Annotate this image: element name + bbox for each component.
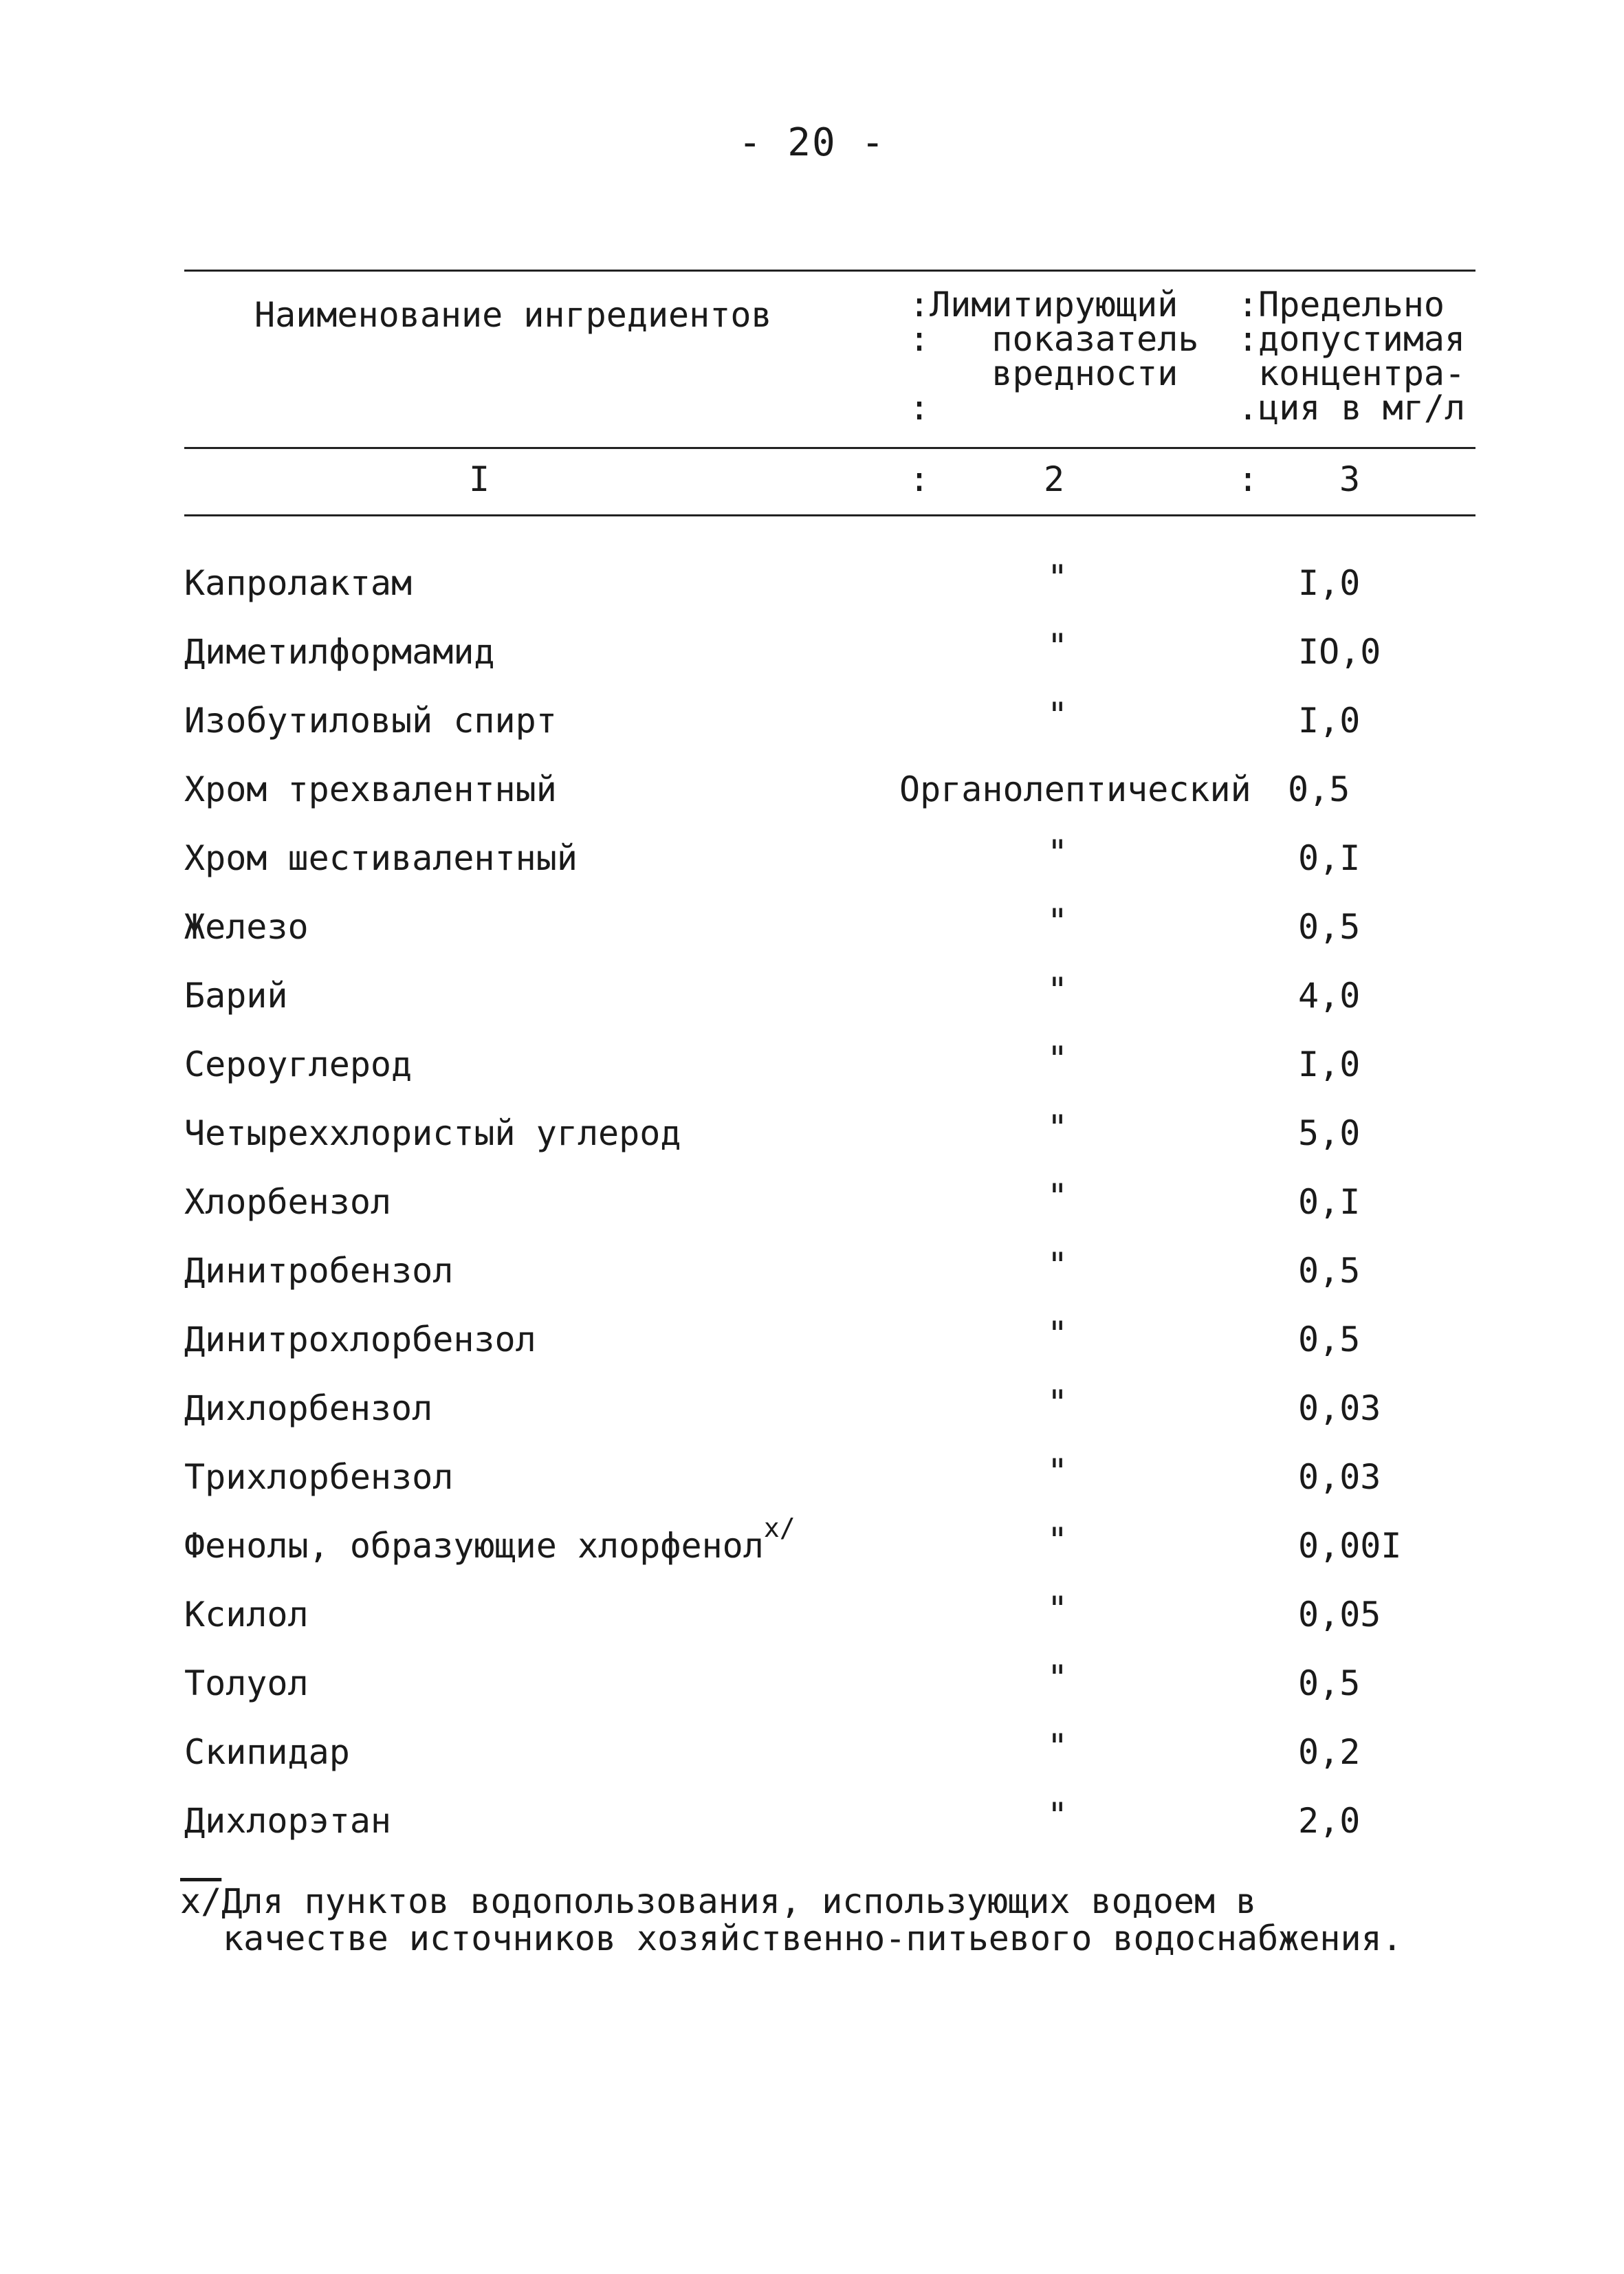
limiting-indicator: ": [1047, 1245, 1068, 1285]
ingredient-name: Динитробензол: [184, 1251, 454, 1291]
max-concentration: 2,0: [1298, 1801, 1361, 1841]
table-row: [184, 1513, 1475, 1566]
table-row: [184, 1245, 1475, 1291]
ingredient-name: Толуол: [184, 1663, 309, 1703]
limiting-indicator: ": [1047, 901, 1068, 941]
limiting-indicator: ": [1047, 833, 1068, 873]
header-limiting-indicator-line1: :Лимитирующий: [909, 285, 1178, 325]
page-number: - 20 -: [738, 120, 886, 165]
limiting-indicator: ": [1047, 695, 1068, 735]
table-row: [184, 626, 1475, 673]
table-row: [184, 1177, 1475, 1223]
header-limiting-indicator-line3: вредности: [909, 353, 1178, 393]
limiting-indicator: ": [1047, 626, 1068, 666]
limiting-indicator: ": [1047, 1314, 1068, 1354]
column-separator-3: :: [1238, 459, 1259, 499]
header-max-concentration-line1: :Предельно: [1238, 285, 1445, 325]
ingredient-name: Ксилол: [184, 1595, 309, 1635]
header-max-concentration-line3: концентра-: [1238, 353, 1466, 393]
table-row: [184, 769, 1475, 810]
ingredient-name: Диметилформамид: [184, 632, 495, 672]
ingredient-name: Дихлорэтан: [184, 1801, 392, 1841]
max-concentration: IO,0: [1298, 632, 1381, 672]
ingredient-name: [184, 1513, 795, 1566]
limiting-indicator: ": [1047, 970, 1068, 1010]
ingredient-name: Железо: [184, 907, 309, 947]
ingredient-name: Изобутиловый спирт: [184, 701, 557, 741]
limiting-indicator: ": [1047, 1177, 1068, 1216]
max-concentration: 0,05: [1298, 1595, 1381, 1635]
table-row: [184, 1795, 1475, 1841]
header-limiting-indicator-line2: : показатель: [909, 319, 1199, 359]
max-concentration: 0,5: [1288, 769, 1350, 809]
limiting-indicator: ": [1047, 1795, 1068, 1835]
table-row: [184, 970, 1475, 1016]
limiting-indicator: Органолептический: [899, 769, 1251, 809]
footnote-line2: качестве источников хозяйственно-питьевого водоснабжения.: [223, 1918, 1403, 1958]
ingredient-name: Хлорбензол: [184, 1182, 392, 1222]
ingredient-name: Сероуглерод: [184, 1045, 413, 1084]
footnote: [180, 1883, 1403, 1957]
max-concentration: 0,I: [1298, 1182, 1361, 1222]
max-concentration: 4,0: [1298, 976, 1361, 1016]
limiting-indicator: ": [1047, 1520, 1068, 1560]
ingredient-name: Хром трехвалентный: [184, 769, 557, 809]
max-concentration: 0,03: [1298, 1457, 1381, 1497]
ingredient-name: Хром шестивалентный: [184, 838, 578, 878]
table-top-rule: [184, 270, 1475, 272]
max-concentration: 0,I: [1298, 838, 1361, 878]
limiting-indicator: ": [1047, 1589, 1068, 1629]
footnote-line1: Для пунктов водопользования, использующих водоем в: [221, 1881, 1257, 1921]
limiting-indicator: ": [1047, 1383, 1068, 1423]
table-row: [184, 1383, 1475, 1429]
max-concentration: I,0: [1298, 701, 1361, 741]
max-concentration: 0,00I: [1298, 1526, 1402, 1566]
column-number-1: I: [469, 459, 490, 499]
limiting-indicator: ": [1047, 1452, 1068, 1491]
ingredient-name: Динитрохлорбензол: [184, 1320, 536, 1359]
table-row: [184, 1039, 1475, 1085]
limiting-indicator: ": [1047, 1039, 1068, 1079]
max-concentration: I,0: [1298, 563, 1361, 603]
header-bottom-rule: [184, 447, 1475, 449]
table-row: [184, 1108, 1475, 1154]
header-ingredient-name: Наименование ингредиентов: [254, 295, 772, 335]
limiting-indicator: ": [1047, 1727, 1068, 1767]
ingredient-name: Скипидар: [184, 1732, 350, 1772]
table-row: [184, 1727, 1475, 1773]
column-separator-2: :: [909, 459, 930, 499]
max-concentration: 0,2: [1298, 1732, 1361, 1772]
max-concentration: 0,5: [1298, 1663, 1361, 1703]
max-concentration: 5,0: [1298, 1113, 1361, 1153]
limiting-indicator: ": [1047, 1658, 1068, 1698]
ingredient-name-text: Фенолы, образующие хлорфенол: [184, 1526, 764, 1566]
max-concentration: 0,03: [1298, 1388, 1381, 1428]
limiting-indicator: ": [1047, 1108, 1068, 1148]
ingredient-name: Капролактам: [184, 563, 413, 603]
ingredient-name: Барий: [184, 976, 288, 1016]
ingredient-name: Четыреххлористый углерод: [184, 1113, 681, 1153]
header-limiting-indicator-line4: :: [909, 388, 930, 428]
table-row: [184, 901, 1475, 948]
header-max-concentration-line4: .ция в мг/л: [1238, 388, 1466, 428]
table-row: [184, 833, 1475, 879]
column-numbers-rule: [184, 514, 1475, 516]
max-concentration: 0,5: [1298, 907, 1361, 947]
table-row: [184, 1314, 1475, 1360]
ingredient-name: Дихлорбензол: [184, 1388, 433, 1428]
max-concentration: I,0: [1298, 1045, 1361, 1084]
table-row: [184, 558, 1475, 604]
column-number-3: 3: [1339, 459, 1361, 499]
table-row: [184, 695, 1475, 741]
header-max-concentration-line2: :допустимая: [1238, 319, 1466, 359]
ingredient-name: Трихлорбензол: [184, 1457, 454, 1497]
max-concentration: 0,5: [1298, 1320, 1361, 1359]
limiting-indicator: ": [1047, 558, 1068, 598]
table-row: [184, 1452, 1475, 1498]
table-row: [184, 1658, 1475, 1704]
table-row: [184, 1589, 1475, 1635]
footnote-reference: x/: [763, 1513, 795, 1543]
footnote-mark: x/: [180, 1881, 222, 1921]
column-number-2: 2: [1044, 459, 1065, 499]
max-concentration: 0,5: [1298, 1251, 1361, 1291]
